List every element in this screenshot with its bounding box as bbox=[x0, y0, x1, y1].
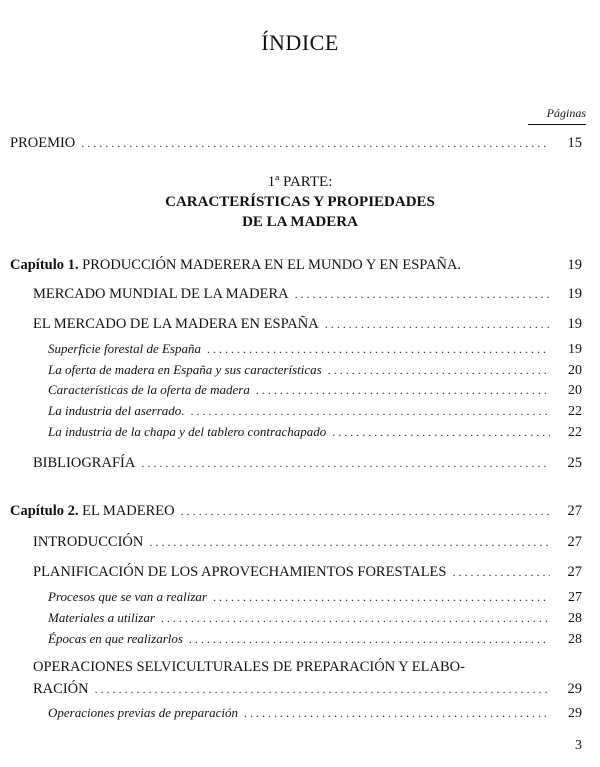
part-title-line2: DE LA MADERA bbox=[242, 214, 358, 230]
toc-entry-label: La industria del aserrado. bbox=[48, 403, 185, 418]
leader-dots bbox=[244, 706, 550, 721]
toc-entry-page: 22 bbox=[568, 425, 582, 440]
toc-entry-page: 28 bbox=[568, 632, 582, 647]
toc-subsection bbox=[48, 382, 582, 402]
toc-subsection bbox=[48, 341, 582, 361]
toc-entry-page: 27 bbox=[568, 590, 582, 605]
toc-subsection bbox=[48, 362, 582, 382]
toc-subsection bbox=[48, 403, 582, 423]
toc-entry-label: RACIÓN bbox=[33, 681, 89, 697]
part-heading bbox=[0, 172, 600, 232]
toc-entry-label: PLANIFICACIÓN DE LOS APROVECHAMIENTOS FORESTALES bbox=[33, 564, 447, 580]
page-title: ÍNDICE bbox=[261, 30, 339, 55]
toc-subsection bbox=[48, 610, 582, 630]
chapter-title: EL MADEREO bbox=[82, 503, 175, 519]
leader-dots bbox=[213, 590, 550, 605]
leader-dots bbox=[141, 456, 550, 471]
toc-section bbox=[33, 455, 582, 475]
toc-entry-label: La industria de la chapa y del tablero contrachapado bbox=[48, 424, 327, 439]
toc-entry-page: 25 bbox=[567, 455, 582, 471]
toc-section bbox=[33, 286, 582, 306]
toc-entry-page: 15 bbox=[567, 135, 582, 151]
toc-section-wrapped-line1: OPERACIONES SELVICULTURALES DE PREPARACIÓN Y ELABO- bbox=[33, 659, 465, 675]
leader-dots bbox=[181, 504, 550, 519]
toc-subsection bbox=[48, 589, 582, 609]
toc-entry-page: 19 bbox=[568, 342, 582, 357]
leader-dots bbox=[325, 317, 550, 332]
toc-entry-page: 29 bbox=[568, 706, 582, 721]
part-number: 1ª PARTE: bbox=[267, 174, 333, 190]
toc-entry-page: 28 bbox=[568, 611, 582, 626]
toc-entry-page: 19 bbox=[567, 316, 582, 332]
toc-entry-label: PROEMIO bbox=[10, 135, 76, 151]
leader-dots bbox=[189, 632, 550, 647]
toc-section bbox=[33, 681, 582, 701]
toc-entry-page: 19 bbox=[567, 257, 582, 273]
toc-subsection bbox=[48, 631, 582, 651]
toc-entry-label: Superficie forestal de España bbox=[48, 341, 201, 356]
leader-dots bbox=[256, 383, 550, 398]
toc-section bbox=[33, 534, 582, 554]
leader-dots bbox=[191, 404, 550, 419]
toc-entry-label: La oferta de madera en España y sus características bbox=[48, 362, 322, 377]
page-number: 3 bbox=[575, 738, 582, 753]
chapter-title: PRODUCCIÓN MADERERA EN EL MUNDO Y EN ESPAÑA. bbox=[82, 257, 462, 273]
toc-entry-label: MERCADO MUNDIAL DE LA MADERA bbox=[33, 286, 289, 302]
toc-entry-page: 20 bbox=[568, 383, 582, 398]
toc-chapter-2 bbox=[10, 503, 582, 523]
toc-subsection bbox=[48, 705, 582, 725]
toc-entry-label: Épocas en que realizarlos bbox=[48, 631, 183, 646]
paginas-underline bbox=[528, 124, 586, 125]
toc-entry-page: 20 bbox=[568, 363, 582, 378]
chapter-prefix: Capítulo 1. bbox=[10, 257, 79, 273]
toc-entry-page: 27 bbox=[567, 503, 582, 519]
toc-entry-label: INTRODUCCIÓN bbox=[33, 534, 144, 550]
leader-dots bbox=[149, 535, 550, 550]
chapter-prefix: Capítulo 2. bbox=[10, 503, 79, 519]
toc-entry-label: Procesos que se van a realizar bbox=[48, 589, 207, 604]
paginas-column-label: Páginas bbox=[546, 106, 586, 120]
leader-dots bbox=[207, 342, 550, 357]
leader-dots bbox=[161, 611, 550, 626]
toc-section bbox=[33, 564, 582, 584]
toc-entry-label: Operaciones previas de preparación bbox=[48, 705, 239, 720]
leader-dots bbox=[328, 363, 550, 378]
toc-entry-label: Características de la oferta de madera bbox=[48, 382, 250, 397]
toc-entry-label: Materiales a utilizar bbox=[48, 610, 155, 625]
toc-entry-label: EL MERCADO DE LA MADERA EN ESPAÑA bbox=[33, 316, 319, 332]
toc-chapter-1 bbox=[10, 257, 582, 277]
leader-dots bbox=[81, 136, 550, 151]
toc-entry-proemio bbox=[10, 135, 582, 155]
toc-subsection bbox=[48, 424, 582, 444]
toc-section bbox=[33, 316, 582, 336]
leader-dots bbox=[452, 565, 550, 580]
leader-dots bbox=[295, 287, 550, 302]
toc-entry-page: 22 bbox=[568, 404, 582, 419]
toc-entry-label: BIBLIOGRAFÍA bbox=[33, 455, 136, 471]
toc-entry-page: 19 bbox=[567, 286, 582, 302]
toc-entry-page: 27 bbox=[567, 564, 582, 580]
part-title-line1: CARACTERÍSTICAS Y PROPIEDADES bbox=[165, 194, 435, 210]
toc-entry-page: 29 bbox=[567, 681, 582, 697]
leader-dots bbox=[95, 682, 550, 697]
leader-dots bbox=[332, 425, 550, 440]
toc-entry-page: 27 bbox=[567, 534, 582, 550]
